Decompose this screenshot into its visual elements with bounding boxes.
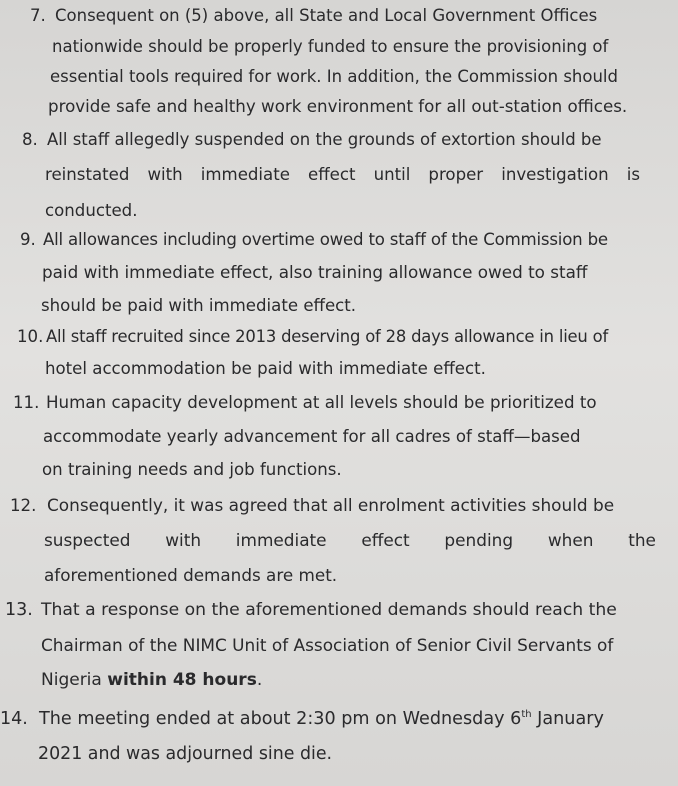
item-number: 14. <box>0 709 28 729</box>
item-text-line: All staff allegedly suspended on the grounds of extortion should be <box>47 130 602 149</box>
word: until <box>373 165 411 184</box>
word: pending <box>444 530 514 550</box>
item-text-line: All staff recruited since 2013 deserving of 28 days allowance in lieu of <box>46 327 609 346</box>
item-text-line: nationwide should be properly funded to ensure the provisioning of <box>52 37 609 56</box>
item-text-line: Consequently, it was agreed that all enrolment activities should be <box>47 495 615 515</box>
item-text-line-justified <box>44 525 656 556</box>
item-number: 12. <box>10 496 37 515</box>
item-text-line: Human capacity development at all levels should be prioritized to <box>46 392 597 412</box>
word: suspected <box>44 530 131 550</box>
word: with <box>147 165 183 184</box>
item-text-line: All allowances including overtime owed to staff of the Commission be <box>43 230 608 249</box>
text-segment: Nigeria <box>41 670 108 690</box>
item-text-line: on training needs and job functions. <box>42 460 342 479</box>
item-text-line: paid with immediate effect, also training allowance owed to staff <box>42 262 588 282</box>
word: effect <box>308 165 356 184</box>
item-text-line: Chairman of the NIMC Unit of Association of Senior Civil Servants of <box>41 635 614 655</box>
word: immediate <box>200 165 290 184</box>
word: proper <box>428 165 484 184</box>
item-text-line: aforementioned demands are met. <box>44 565 338 585</box>
item-text-line: hotel accommodation be paid with immediate effect. <box>45 359 486 378</box>
word: immediate <box>235 530 327 550</box>
word: reinstated <box>45 165 130 184</box>
ordinal-suffix: th <box>521 709 532 721</box>
item-text-line: essential tools required for work. In addition, the Commission should <box>50 67 618 86</box>
item-number: 13. <box>5 600 33 620</box>
word: investigation <box>501 165 609 184</box>
item-text-line: provide safe and healthy work environment for all out-station offices. <box>48 96 628 116</box>
text-segment: January <box>531 709 604 729</box>
item-text-line: 2021 and was adjourned sine die. <box>38 744 333 764</box>
text-segment: The meeting ended at about 2:30 pm on Wednesday 6 <box>39 709 522 729</box>
word: effect <box>361 530 410 550</box>
item-number: 10. <box>17 327 44 346</box>
item-text-line: accommodate yearly advancement for all cadres of staff—based <box>43 427 581 446</box>
item-number: 9. <box>20 230 36 249</box>
item-number: 8. <box>22 130 38 149</box>
item-text-line: That a response on the aforementioned demands should reach the <box>41 600 617 620</box>
item-text-line: should be paid with immediate effect. <box>41 296 357 315</box>
text-segment: . <box>256 670 263 690</box>
item-text-line <box>39 704 604 735</box>
item-text-line: Consequent on (5) above, all State and Local Government Offices <box>55 6 598 25</box>
item-text-line-justified <box>45 159 640 190</box>
word: the <box>628 530 656 550</box>
word: when <box>547 530 594 550</box>
item-number: 11. <box>13 393 40 412</box>
item-text-line <box>41 665 262 696</box>
deadline-emphasis: within 48 hours <box>107 670 257 690</box>
word: is <box>626 165 640 184</box>
item-text-line: conducted. <box>45 201 138 220</box>
word: with <box>165 530 202 550</box>
item-number: 7. <box>30 6 46 25</box>
